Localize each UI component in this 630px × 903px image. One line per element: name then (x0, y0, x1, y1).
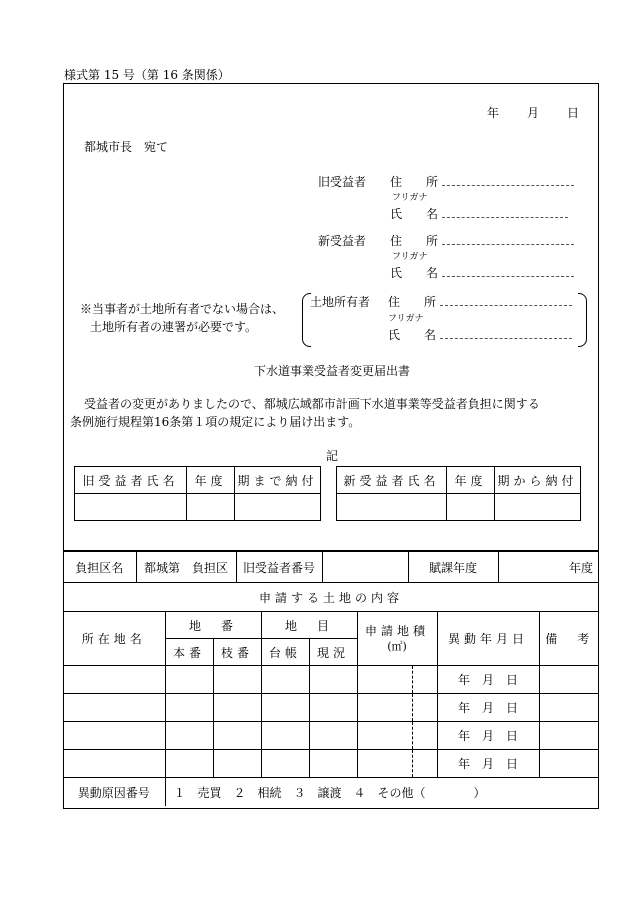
new-year-cell[interactable] (447, 494, 495, 521)
change-date-cell[interactable]: 年 月 日 (437, 750, 539, 778)
daicho-header: 台帳 (261, 639, 309, 666)
reason-options[interactable]: １ 売買 ２ 相続 ３ 譲渡 ４ その他（ ） (165, 778, 599, 807)
ki-label: 記 (326, 449, 339, 463)
bracket-right (578, 293, 587, 347)
change-date-header: 異動年月日 (437, 612, 539, 666)
chiban-header: 地 番 (165, 612, 261, 639)
new-name-cell[interactable] (337, 494, 447, 521)
land-row (63, 722, 599, 750)
honban-cell[interactable] (165, 694, 213, 722)
honban-cell[interactable] (165, 722, 213, 750)
district-value: 都城第 負担区 (136, 552, 236, 583)
area-int-cell[interactable] (357, 750, 412, 778)
new-address-label: 住 所 (390, 234, 439, 248)
date-year: 年 (487, 106, 500, 120)
daicho-cell[interactable] (261, 750, 309, 778)
edaban-cell[interactable] (213, 666, 261, 694)
land-row (63, 750, 599, 778)
new-name-header: 新受益者氏名 (337, 467, 447, 494)
edaban-cell[interactable] (213, 750, 261, 778)
edaban-header: 枝番 (213, 639, 261, 666)
location-cell[interactable] (63, 666, 165, 694)
change-date-cell[interactable]: 年 月 日 (437, 666, 539, 694)
land-section-title: 申請する土地の内容 (63, 583, 599, 612)
genkyo-header: 現況 (309, 639, 357, 666)
old-year-header: 年度 (187, 467, 235, 494)
old-furigana-label: フリガナ (392, 193, 428, 203)
area-header (357, 612, 437, 666)
landowner-name-label: 氏 名 (388, 328, 437, 342)
body-line2: 条例施行規程第16条第１項の規定により届け出ます。 (70, 415, 361, 429)
genkyo-cell[interactable] (309, 722, 357, 750)
district-row (63, 551, 599, 583)
tax-year-cell[interactable] (498, 552, 599, 583)
change-date-cell[interactable]: 年 月 日 (437, 722, 539, 750)
landowner-furigana-label: フリガナ (388, 314, 424, 324)
old-year-cell[interactable] (187, 494, 235, 521)
location-cell[interactable] (63, 750, 165, 778)
landowner-address-label: 住 所 (388, 295, 437, 309)
daicho-cell[interactable] (261, 722, 309, 750)
date-day: 日 (567, 106, 580, 120)
old-address-field[interactable] (442, 173, 574, 186)
land-table (63, 582, 599, 806)
edaban-cell[interactable] (213, 722, 261, 750)
land-row (63, 666, 599, 694)
area-int-cell[interactable] (357, 666, 412, 694)
new-paid-header: 期から納付 (495, 467, 581, 494)
new-payment-table (336, 466, 581, 521)
old-number-cell[interactable] (322, 552, 408, 583)
old-name-field[interactable] (442, 205, 568, 218)
area-header-line1: 申請地積 (364, 623, 429, 638)
area-dec-cell[interactable] (412, 694, 437, 722)
date-month: 月 (527, 106, 540, 120)
reason-label: 異動原因番号 (63, 778, 165, 807)
landowner-name-field[interactable] (440, 326, 572, 339)
old-paid-cell[interactable] (235, 494, 321, 521)
old-name-header: 旧受益者氏名 (75, 467, 187, 494)
remarks-cell[interactable] (539, 750, 599, 778)
genkyo-cell[interactable] (309, 750, 357, 778)
new-furigana-label: フリガナ (392, 252, 428, 262)
genkyo-cell[interactable] (309, 694, 357, 722)
area-int-cell[interactable] (357, 722, 412, 750)
location-cell[interactable] (63, 694, 165, 722)
chimoku-header: 地 目 (261, 612, 357, 639)
note-line1: ※当事者が土地所有者でない場合は、 (80, 302, 285, 316)
body-line1: 受益者の変更がありましたので、都城広域都市計画下水道事業等受益者負担に関する (84, 397, 540, 411)
remarks-header: 備 考 (539, 612, 599, 666)
old-address-label: 住 所 (390, 175, 439, 189)
district-label: 負担区名 (63, 552, 136, 583)
genkyo-cell[interactable] (309, 666, 357, 694)
daicho-cell[interactable] (261, 694, 309, 722)
location-header: 所在地名 (63, 612, 165, 666)
old-recipient-label: 旧受益者 (318, 175, 367, 189)
area-dec-cell[interactable] (412, 666, 437, 694)
new-paid-cell[interactable] (495, 494, 581, 521)
tax-year-label: 賦課年度 (408, 552, 498, 583)
old-name-cell[interactable] (75, 494, 187, 521)
landowner-label: 土地所有者 (310, 295, 371, 309)
new-address-field[interactable] (442, 232, 574, 245)
area-int-cell[interactable] (357, 694, 412, 722)
form-title: 下水道事業受益者変更届出書 (254, 364, 411, 378)
note-line2: 土地所有者の連署が必要です。 (90, 320, 258, 334)
daicho-cell[interactable] (261, 666, 309, 694)
remarks-cell[interactable] (539, 666, 599, 694)
new-name-label: 氏 名 (390, 266, 439, 280)
honban-cell[interactable] (165, 666, 213, 694)
old-paid-header: 期まで納付 (235, 467, 321, 494)
form-number: 様式第 15 号（第 16 条関係） (64, 68, 230, 82)
landowner-address-field[interactable] (440, 293, 572, 306)
area-dec-cell[interactable] (412, 750, 437, 778)
remarks-cell[interactable] (539, 694, 599, 722)
honban-header: 本番 (165, 639, 213, 666)
new-year-header: 年度 (447, 467, 495, 494)
new-name-field[interactable] (442, 264, 574, 277)
honban-cell[interactable] (165, 750, 213, 778)
location-cell[interactable] (63, 722, 165, 750)
old-number-label: 旧受益者番号 (236, 552, 322, 583)
old-name-label: 氏 名 (390, 207, 439, 221)
edaban-cell[interactable] (213, 694, 261, 722)
change-date-cell[interactable]: 年 月 日 (437, 694, 539, 722)
old-payment-table (74, 466, 321, 521)
land-row (63, 694, 599, 722)
addressee: 都城市長 宛て (84, 140, 169, 154)
new-recipient-label: 新受益者 (318, 234, 367, 248)
area-dec-cell[interactable] (412, 722, 437, 750)
area-header-line2: (㎡) (387, 639, 407, 653)
remarks-cell[interactable] (539, 722, 599, 750)
year-suffix: 年度 (568, 560, 593, 575)
